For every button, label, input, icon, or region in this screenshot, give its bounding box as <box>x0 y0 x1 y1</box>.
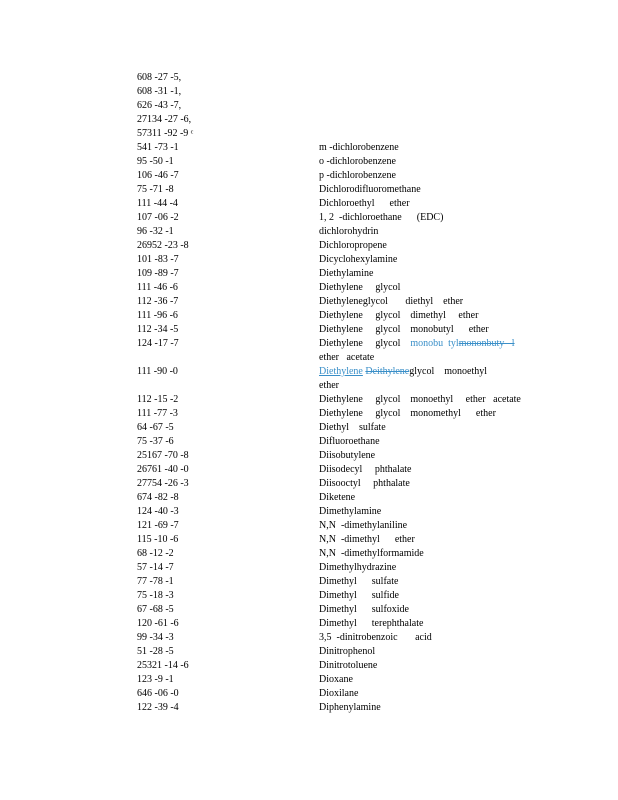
cas-number: 106 -46 -7 <box>137 170 179 181</box>
chemical-name: dichlorohydrin <box>319 226 379 237</box>
cas-number: 95 -50 -1 <box>137 156 174 167</box>
chemical-name: Dioxane <box>319 674 353 685</box>
chemical-name: N,N -dimethylformamide <box>319 548 424 559</box>
chemical-name: Diisobutylene <box>319 450 376 461</box>
cas-number: 26761 -40 -0 <box>137 464 189 475</box>
chemical-name: Diethylene glycol <box>319 282 401 293</box>
chemical-name: Diisodecyl phthalate <box>319 464 412 475</box>
cas-number: 112 -15 -2 <box>137 394 179 405</box>
cas-number: 51 -28 -5 <box>137 646 174 657</box>
cas-number: 64 -67 -5 <box>137 422 174 433</box>
cas-number: 674 -82 -8 <box>137 492 179 503</box>
chemical-name <box>319 365 534 393</box>
cas-number: 107 -06 -2 <box>137 212 179 223</box>
name-text: Diethylene glycol <box>319 338 411 349</box>
deleted-text: Deithylene <box>365 366 410 377</box>
cas-number: 77 -78 -1 <box>137 576 174 587</box>
cas-number: 27754 -26 -3 <box>137 478 189 489</box>
cas-number: 111 -44 -4 <box>137 198 178 209</box>
cas-number: 123 -9 -1 <box>137 674 174 685</box>
cas-number: 75 -18 -3 <box>137 590 174 601</box>
cas-number: 112 -34 -5 <box>137 324 179 335</box>
chemical-name: Dimethyl terephthalate <box>319 618 424 629</box>
chemical-name: Dimethylhydrazine <box>319 562 397 573</box>
cas-number: 111 -90 -0 <box>137 366 178 377</box>
name-text-continued: ether <box>319 380 339 391</box>
inserted-text: monobu tyl <box>410 338 459 349</box>
chemical-name: Dinitrophenol <box>319 646 376 657</box>
chemical-name: Dimethylamine <box>319 506 382 517</box>
cas-number: 124 -17 -7 <box>137 338 179 349</box>
cas-number: 27134 -27 -6, <box>137 114 192 125</box>
cas-number: 111 -96 -6 <box>137 310 178 321</box>
cas-number: 96 -32 -1 <box>137 226 174 237</box>
cas-number: 75 -71 -8 <box>137 184 174 195</box>
chemical-name: N,N -dimethylaniline <box>319 520 408 531</box>
cas-number-list-lead <box>137 71 193 141</box>
cas-number: 120 -61 -6 <box>137 618 179 629</box>
chemical-name: Dioxilane <box>319 688 359 699</box>
cas-number: 112 -36 -7 <box>137 296 179 307</box>
chemical-name: Diethyl sulfate <box>319 422 386 433</box>
chemical-name: Diethylene glycol dimethyl ether <box>319 310 479 321</box>
name-text-continued: ether acetate <box>319 352 375 363</box>
cas-number: 99 -34 -3 <box>137 632 174 643</box>
cas-number: 646 -06 -0 <box>137 688 179 699</box>
chemical-name: Diethylene glycol monobutyl ether <box>319 324 489 335</box>
chemical-name: 1, 2 -dichloroethane (EDC) <box>319 212 444 223</box>
cas-number: 124 -40 -3 <box>137 506 179 517</box>
chemical-name: Diethylene glycol monomethyl ether <box>319 408 496 419</box>
chemical-name: Dichlorodifluoromethane <box>319 184 421 195</box>
chemical-name: Dinitrotoluene <box>319 660 378 671</box>
chemical-name: o -dichlorobenzene <box>319 156 396 167</box>
inserted-text: Diethylene <box>319 366 363 377</box>
chemical-name: Diethyleneglycol diethyl ether <box>319 296 464 307</box>
cas-number: 75 -37 -6 <box>137 436 174 447</box>
chemical-name: Dimethyl sulfide <box>319 590 399 601</box>
chemical-name: Difluoroethane <box>319 436 380 447</box>
cas-number: 25321 -14 -6 <box>137 660 189 671</box>
cas-number: 111 -77 -3 <box>137 408 178 419</box>
cas-number: 101 -83 -7 <box>137 254 179 265</box>
chemical-name: Diphenylamine <box>319 702 381 713</box>
chemical-name: Dichloropropene <box>319 240 387 251</box>
chemical-name: m -dichlorobenzene <box>319 142 399 153</box>
cas-number: 608 -27 -5, <box>137 72 182 83</box>
cas-number: 608 -31 -1, <box>137 86 182 97</box>
chemical-name: 3,5 -dinitrobenzoic acid <box>319 632 432 643</box>
cas-number: 57311 -92 -9 ᶜ <box>137 128 194 139</box>
cas-number: 122 -39 -4 <box>137 702 179 713</box>
chemical-name: Diketene <box>319 492 356 503</box>
cas-number: 121 -69 -7 <box>137 520 179 531</box>
chemical-name: Diisooctyl phthalate <box>319 478 410 489</box>
cas-number: 109 -89 -7 <box>137 268 179 279</box>
chemical-name <box>319 337 534 365</box>
chemical-name: Dicyclohexylamine <box>319 254 398 265</box>
chemical-name: Diethylene glycol monoethyl ether acetate <box>319 394 521 405</box>
chemical-name: N,N -dimethyl ether <box>319 534 415 545</box>
chemical-name: Diethylamine <box>319 268 374 279</box>
cas-number: 68 -12 -2 <box>137 548 174 559</box>
cas-number: 25167 -70 -8 <box>137 450 189 461</box>
chemical-name: p -dichlorobenzene <box>319 170 396 181</box>
cas-number: 57 -14 -7 <box>137 562 174 573</box>
chemical-name: Dichloroethyl ether <box>319 198 410 209</box>
deleted-text: mononbuty l <box>458 338 515 349</box>
cas-number: 115 -10 -6 <box>137 534 179 545</box>
cas-number: 67 -68 -5 <box>137 604 174 615</box>
cas-number: 26952 -23 -8 <box>137 240 189 251</box>
cas-number: 626 -43 -7, <box>137 100 182 111</box>
chemical-name: Dimethyl sulfate <box>319 576 399 587</box>
name-text: glycol monoethyl <box>409 366 488 377</box>
chemical-name: Dimethyl sulfoxide <box>319 604 409 615</box>
cas-number: 111 -46 -6 <box>137 282 178 293</box>
cas-number: 541 -73 -1 <box>137 142 179 153</box>
